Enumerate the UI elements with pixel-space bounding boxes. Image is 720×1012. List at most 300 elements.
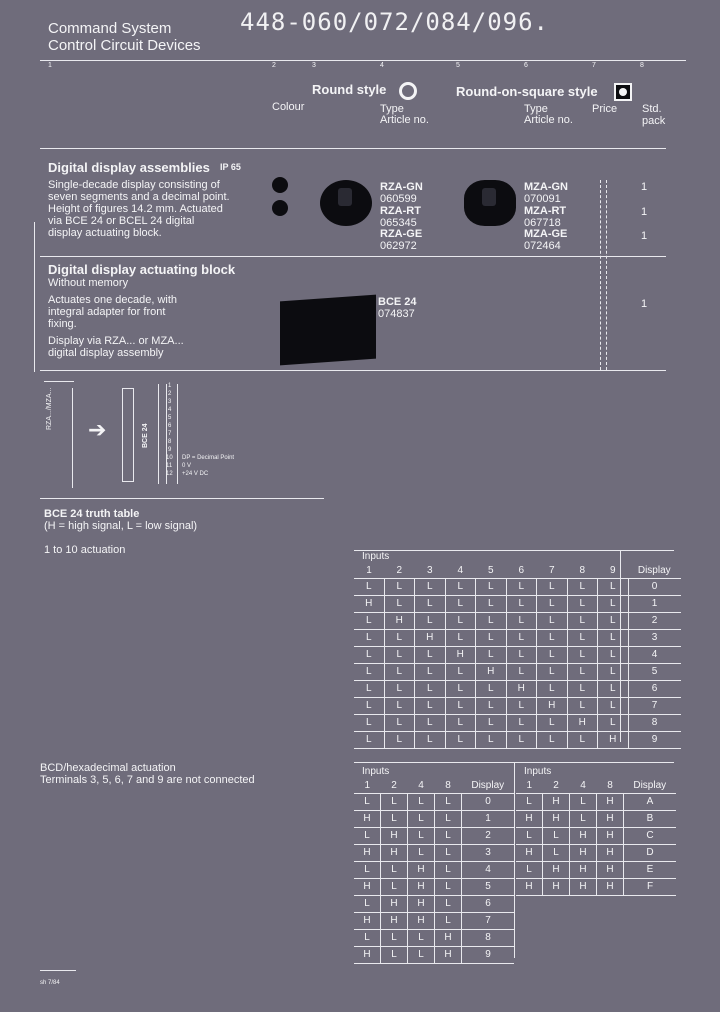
decade-cell: L [354,664,384,681]
hex-display-header: Display [624,779,677,794]
bcd-table-divider [514,762,515,958]
decade-cell: H [598,732,629,749]
hex-cell: H [570,879,597,896]
rza-ge-article: 062972 [380,240,417,252]
section-rule-2 [40,256,666,257]
decade-cell: L [445,596,476,613]
decade-display-cell: 8 [628,715,681,732]
bcd-col-header: 8 [435,779,462,794]
decade-display-cell: 0 [628,579,681,596]
std-heading: Std. [642,103,662,115]
decade-cell: L [537,664,568,681]
bcd-display-cell: 8 [462,930,515,947]
decade-cell: L [567,664,598,681]
hex-cell: H [597,879,624,896]
decade-cell: L [598,664,629,681]
colour-dot-2 [272,200,288,216]
decade-cell: L [598,647,629,664]
decade-cell: L [415,613,446,630]
section1-desc-line1: Single-decade display consisting of [48,179,220,191]
decade-cell: L [506,715,537,732]
hex-cell: H [597,828,624,845]
decade-cell: L [476,647,507,664]
price-column-marks-2 [606,180,608,370]
bcd-cell: H [408,862,435,879]
decade-col-header: 4 [445,564,476,579]
pin-5: 5 [168,415,172,421]
decade-display-cell: 1 [628,596,681,613]
section1-title: Digital display assemblies [48,160,210,175]
hex-inputs-label: Inputs [524,766,552,777]
decade-cell: L [445,630,476,647]
decade-row [354,715,681,732]
section-rule-4 [40,498,324,499]
bcd-cell: L [381,794,408,811]
hex-cell: H [570,845,597,862]
hex-truth-table [516,765,676,896]
bcd-cell: L [354,930,381,947]
bcd-cell: H [381,845,408,862]
decade-cell: L [415,596,446,613]
colnum-6: 6 [524,62,528,69]
hex-label-spacer [624,765,677,779]
type-heading-2: Type [524,103,548,115]
hex-cell: H [570,828,597,845]
hex-row [516,845,676,862]
decade-cell: L [445,613,476,630]
decade-cell: L [354,613,384,630]
decade-col-header: 9 [598,564,629,579]
decade-cell: L [476,630,507,647]
decade-cell: L [537,630,568,647]
bce24-std-pack: 1 [641,298,648,310]
hex-cell: H [516,879,543,896]
rza-gn-article: 060599 [380,193,417,205]
article-heading-2: Article no. [524,114,573,126]
bcd-cell: L [408,845,435,862]
type-heading-1: Type [380,103,404,115]
bce24-article: 074837 [378,308,415,320]
colnum-3: 3 [312,62,316,69]
bcd-cell: L [354,828,381,845]
bcd-row [354,879,514,896]
decade-cell: H [384,613,415,630]
article-heading-1: Article no. [380,114,429,126]
colour-heading: Colour [272,101,305,113]
pin-12: 12 [166,471,173,477]
footer-code: sh 7/84 [40,980,60,986]
mza-gn-article: 070091 [524,193,561,205]
hex-row [516,811,676,828]
bcd-cell: H [408,896,435,913]
round-style-heading: Round style [312,82,387,97]
bcd-row [354,845,514,862]
decade-cell: L [476,715,507,732]
round-display-window [338,188,352,206]
section2-subtitle: Without memory [48,277,129,289]
bcd-cell: L [435,913,462,930]
hex-display-cell: C [624,828,677,845]
decade-cell: L [537,681,568,698]
hex-cell: H [597,794,624,811]
colnum-2: 2 [272,62,276,69]
bcd-truth-table [354,765,514,964]
decade-cell: L [537,579,568,596]
decade-cell: L [445,732,476,749]
section1-ip: IP 65 [220,162,241,172]
pack-heading: pack [642,115,666,127]
hex-col-header: 1 [516,779,543,794]
footer-rule [40,970,76,971]
diagram-label-left: RZA.../MZA... [46,387,53,430]
bcd-cell: H [381,913,408,930]
bcd-cell: L [435,794,462,811]
section1-desc-line3: Height of figures 14.2 mm. Actuated [48,203,223,215]
round-on-square-heading: Round-on-square style [456,84,598,99]
bcd-cell: H [354,845,381,862]
decade-display-header: Display [628,564,681,579]
decade-cell: L [567,647,598,664]
bce24-type: BCE 24 [378,296,417,308]
decade-col-header: 5 [476,564,507,579]
colnum-8: 8 [640,62,644,69]
pin-7: 7 [168,431,172,437]
decade-col-header: 3 [415,564,446,579]
bcd-cell: L [381,879,408,896]
decade-cell: L [445,715,476,732]
decade-cell: L [354,579,384,596]
decade-cell: L [354,698,384,715]
std-pack-1: 1 [641,181,648,193]
rza-rt-type: RZA-RT [380,205,421,217]
decade-cell: L [598,613,629,630]
section2-title: Digital display actuating block [48,262,236,277]
doc-title-line2: Control Circuit Devices [48,37,201,54]
decade-cell: L [567,698,598,715]
mza-rt-article: 067718 [524,217,561,229]
section1-desc-line5: display actuating block. [48,227,162,239]
decade-row [354,647,681,664]
hex-display-cell: D [624,845,677,862]
pin-4: 4 [168,407,172,413]
diagram-left-line [72,388,73,488]
hex-cell: L [516,862,543,879]
section2-desc2-line2: digital display assembly [48,347,164,359]
decade-row [354,596,681,613]
mza-ge-article: 072464 [524,240,561,252]
bcd-cell: L [435,811,462,828]
decade-display-cell: 5 [628,664,681,681]
decade-cell: L [598,596,629,613]
bcd-row [354,828,514,845]
decade-cell: L [384,647,415,664]
bcd-cell: L [408,811,435,828]
hex-display-cell: B [624,811,677,828]
decade-cell: L [598,630,629,647]
hex-display-cell: E [624,862,677,879]
hex-display-cell: F [624,879,677,896]
rza-rt-article: 065345 [380,217,417,229]
bcd-row [354,896,514,913]
decade-cell: L [506,579,537,596]
decade-cell: L [537,715,568,732]
pin-9: 9 [168,447,172,453]
decade-cell: L [415,698,446,715]
decade-cell: L [415,579,446,596]
bcd-display-cell: 7 [462,913,515,930]
mza-ge-type: MZA-GE [524,228,568,240]
decade-cell: L [445,681,476,698]
decade-cell: L [415,732,446,749]
bcd-row [354,930,514,947]
decade-display-cell: 4 [628,647,681,664]
rza-ge-type: RZA-GE [380,228,423,240]
decade-cell: L [415,647,446,664]
hex-row [516,828,676,845]
decade-truth-table [354,550,681,749]
decade-cell: L [506,698,537,715]
round-on-square-icon [614,83,632,101]
pin-2: 2 [168,391,172,397]
bcd-display-cell: 4 [462,862,515,879]
pin-10: 10 [166,455,173,461]
decade-cell: L [445,664,476,681]
bcd-cell: H [354,913,381,930]
hex-cell: L [516,794,543,811]
section-rule-1 [40,148,666,149]
decade-row [354,630,681,647]
decade-cell: L [354,647,384,664]
pin-11: 11 [166,463,173,469]
bcd-cell: H [408,913,435,930]
bcd-display-header: Display [462,779,515,794]
bcd-row [354,947,514,964]
decade-col-header: 1 [354,564,384,579]
bcd-cell: H [408,879,435,896]
doc-title-line1: Command System [48,20,172,37]
decade-row [354,698,681,715]
decade-cell: L [476,732,507,749]
bcd-cell: L [408,828,435,845]
diagram-label-right: BCE 24 [142,423,149,448]
decade-cell: L [567,596,598,613]
hex-cell: H [570,862,597,879]
decade-cell: L [506,596,537,613]
hex-display-cell: A [624,794,677,811]
decade-cell: L [384,664,415,681]
decade-cell: L [567,579,598,596]
hex-cell: L [543,845,570,862]
bcd-cell: L [354,896,381,913]
decade-cell: L [445,698,476,715]
arrow-right-icon: ➔ [88,417,107,442]
truth-table-subtitle: (H = high signal, L = low signal) [44,520,198,532]
decade-cell: L [384,596,415,613]
decade-row [354,579,681,596]
square-display-window [482,188,496,206]
hex-cell: H [543,862,570,879]
round-style-icon [399,82,417,100]
decade-cell: H [476,664,507,681]
hex-cell: H [597,811,624,828]
decade-display-cell: 2 [628,613,681,630]
colnum-4: 4 [380,62,384,69]
decade-cell: H [445,647,476,664]
section2-desc-line3: fixing. [48,318,77,330]
bcd-display-cell: 2 [462,828,515,845]
mza-rt-type: MZA-RT [524,205,567,217]
hex-cell: H [516,811,543,828]
decade-cell: H [415,630,446,647]
std-pack-3: 1 [641,230,648,242]
decade-cell: L [567,732,598,749]
decade-cell: L [598,579,629,596]
bcd-cell: H [354,947,381,964]
bcd-display-cell: 3 [462,845,515,862]
colnum-1: 1 [48,62,52,69]
decade-cell: L [567,630,598,647]
decade-cell: H [567,715,598,732]
decade-row [354,664,681,681]
bcd-heading: BCD/hexadecimal actuation [40,762,176,774]
bcd-cell: L [435,896,462,913]
bcd-cell: H [435,930,462,947]
hex-cell: H [543,811,570,828]
decade-cell: L [476,681,507,698]
pin-11-label: 0 V [182,463,192,469]
decade-cell: L [384,715,415,732]
section2-desc-line2: integral adapter for front [48,306,166,318]
bcd-cell: L [381,862,408,879]
colnum-5: 5 [456,62,460,69]
decade-cell: L [354,715,384,732]
bcd-inputs-label: Inputs [362,766,390,777]
price-column-marks [600,180,602,370]
hex-cell: L [543,828,570,845]
section-rule-3 [40,370,666,371]
decade-cell: H [506,681,537,698]
handwritten-note: 448-060/072/084/096. [240,8,549,36]
decade-heading: 1 to 10 actuation [44,544,126,556]
decade-cell: L [506,647,537,664]
hex-row [516,879,676,896]
decade-cell: L [476,613,507,630]
decade-col-header: 6 [506,564,537,579]
bcd-cell: L [381,811,408,828]
decade-cell: L [354,630,384,647]
hex-cell: H [516,845,543,862]
hex-cell: H [543,879,570,896]
bcd-col-header: 4 [408,779,435,794]
bcd-cell: H [354,879,381,896]
hex-row [516,794,676,811]
decade-display-cell: 3 [628,630,681,647]
decade-row [354,681,681,698]
hex-cell: L [516,828,543,845]
decade-label-spacer [628,550,681,564]
decade-cell: L [354,681,384,698]
mza-gn-type: MZA-GN [524,181,568,193]
diagram-block-line [158,384,159,484]
bcd-cell: L [354,794,381,811]
decade-cell: L [476,596,507,613]
bcd-cell: H [354,811,381,828]
decade-cell: L [506,732,537,749]
decade-col-header: 7 [537,564,568,579]
bcd-display-cell: 9 [462,947,515,964]
decade-cell: L [415,664,446,681]
bcd-cell: L [354,862,381,879]
price-heading: Price [592,103,618,115]
bcd-cell: L [408,947,435,964]
bcd-row [354,913,514,930]
pin-3: 3 [168,399,172,405]
decade-cell: L [415,715,446,732]
decade-display-cell: 6 [628,681,681,698]
header-rule [40,60,686,61]
decade-cell: L [537,732,568,749]
bcd-display-cell: 5 [462,879,515,896]
bcd-col-header: 2 [381,779,408,794]
bcd-display-cell: 6 [462,896,515,913]
decade-row [354,732,681,749]
rza-gn-type: RZA-GN [380,181,423,193]
bcd-col-header: 1 [354,779,381,794]
decade-cell: L [384,630,415,647]
pin-12-label: +24 V DC [182,471,209,477]
decade-cell: L [506,664,537,681]
hex-cell: L [570,811,597,828]
hex-cell: L [570,794,597,811]
pin-1: 1 [168,383,172,389]
diagram-top-tick [44,381,74,382]
std-pack-2: 1 [641,206,648,218]
decade-cell: L [384,579,415,596]
decade-col-header: 8 [567,564,598,579]
bcd-note: Terminals 3, 5, 6, 7 and 9 are not connected [40,774,255,786]
pin-8: 8 [168,439,172,445]
bcd-cell: L [435,862,462,879]
decade-cell: L [354,732,384,749]
hex-cell: H [597,845,624,862]
bcd-cell: H [435,947,462,964]
pin-10-label: DP = Decimal Point [182,455,235,461]
colnum-7: 7 [592,62,596,69]
decade-cell: L [476,579,507,596]
decade-cell: L [384,732,415,749]
decade-cell: L [537,647,568,664]
section1-desc-line2: seven segments and a decimal point. [48,191,230,203]
truth-table-title: BCE 24 truth table [44,508,140,520]
decade-cell: L [567,681,598,698]
section1-desc-line4: via BCE 24 or BCEL 24 digital [48,215,195,227]
bcd-row [354,794,514,811]
hex-col-header: 4 [570,779,597,794]
decade-cell: L [384,681,415,698]
bcd-row [354,811,514,828]
bcd-label-spacer [462,765,515,779]
bcd-cell: L [381,947,408,964]
decade-cell: L [598,681,629,698]
decade-cell: L [567,613,598,630]
decade-cell: L [506,613,537,630]
hex-row [516,862,676,879]
hex-col-header: 2 [543,779,570,794]
hex-col-header: 8 [597,779,624,794]
decade-cell: L [537,613,568,630]
bcd-display-cell: 1 [462,811,515,828]
hex-cell: H [543,794,570,811]
